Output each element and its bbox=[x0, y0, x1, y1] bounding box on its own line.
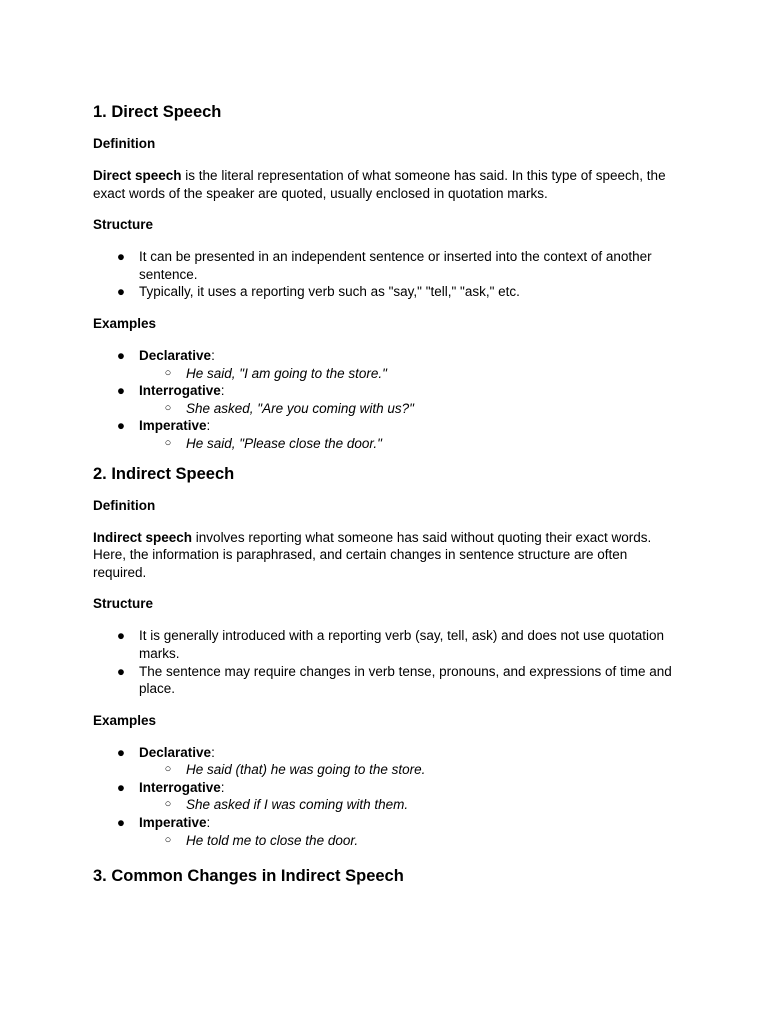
list-item bbox=[93, 814, 683, 849]
example-type: Declarative bbox=[139, 347, 212, 363]
example-text: She asked if I was coming with them. bbox=[186, 797, 409, 813]
sub-list bbox=[139, 832, 683, 850]
list-item bbox=[93, 347, 683, 382]
sub-list-item bbox=[139, 365, 683, 383]
section-2-definition-heading: Definition bbox=[93, 497, 156, 513]
example-type: Imperative bbox=[139, 815, 207, 831]
section-1-examples-heading: Examples bbox=[93, 315, 157, 331]
section-2-structure-list bbox=[93, 627, 683, 697]
section-1-definition-term: Direct speech bbox=[93, 168, 182, 183]
section-2-definition-body: involves reporting what someone has said without quoting their exact words. Here, the information is paraphrased, and certain changes in sentence structure are often required. bbox=[93, 529, 652, 580]
section-2-definition-term: Indirect speech bbox=[93, 529, 193, 545]
list-item bbox=[93, 283, 683, 301]
list-item bbox=[93, 248, 683, 283]
bullet-icon: ● bbox=[116, 663, 126, 679]
section-3-title: 3. Common Changes in Indirect Speech bbox=[93, 867, 404, 886]
circle-bullet-icon: ○ bbox=[164, 366, 172, 379]
section-1-structure-list bbox=[93, 248, 683, 301]
section-1-definition-body: is the literal representation of what someone has said. In this type of speech, the exact words of the speaker are quoted, usually enclosed in quotation marks. bbox=[93, 168, 666, 201]
example-text: He told me to close the door. bbox=[186, 832, 359, 848]
section-2-examples-heading: Examples bbox=[93, 712, 157, 728]
bullet-icon: ● bbox=[116, 628, 126, 644]
colon: : bbox=[206, 418, 211, 434]
section-2-title: 2. Indirect Speech bbox=[93, 464, 235, 483]
example-text: He said, "I am going to the store." bbox=[186, 365, 387, 381]
sub-list bbox=[139, 435, 683, 453]
sub-list-item bbox=[139, 400, 683, 418]
example-type: Imperative bbox=[139, 418, 207, 434]
colon: : bbox=[211, 744, 215, 760]
sub-list bbox=[139, 761, 683, 779]
sub-list-item bbox=[139, 761, 683, 779]
colon: : bbox=[220, 383, 225, 399]
list-item bbox=[93, 744, 683, 779]
section-1-structure-heading: Structure bbox=[93, 217, 154, 233]
sub-list-item bbox=[139, 435, 683, 453]
list-item bbox=[93, 663, 683, 698]
section-1-definition-text bbox=[93, 167, 683, 202]
list-item bbox=[93, 779, 683, 814]
section-2-examples-list bbox=[93, 744, 683, 850]
bullet-icon: ● bbox=[116, 284, 126, 300]
example-type: Declarative bbox=[139, 744, 212, 760]
section-1-definition-heading: Definition bbox=[93, 136, 156, 151]
list-item bbox=[93, 627, 683, 662]
section-1-examples-list bbox=[93, 347, 683, 453]
bullet-icon: ● bbox=[116, 347, 126, 363]
bullet-icon: ● bbox=[116, 744, 126, 760]
bullet-icon: ● bbox=[116, 418, 126, 434]
list-item-text: Typically, it uses a reporting verb such as "say," "tell," "ask," etc. bbox=[139, 284, 520, 300]
circle-bullet-icon: ○ bbox=[164, 763, 172, 776]
list-item bbox=[93, 382, 683, 417]
example-text: She asked, "Are you coming with us?" bbox=[186, 400, 414, 416]
example-text: He said (that) he was going to the store. bbox=[186, 762, 426, 778]
bullet-icon: ● bbox=[116, 779, 126, 795]
sub-list bbox=[139, 365, 683, 383]
bullet-icon: ● bbox=[116, 249, 126, 265]
list-item-text: The sentence may require changes in verb tense, pronouns, and expressions of time and place. bbox=[139, 663, 672, 697]
bullet-icon: ● bbox=[116, 383, 126, 399]
list-item-text: It can be presented in an independent sentence or inserted into the context of another sentence. bbox=[139, 249, 652, 282]
colon: : bbox=[206, 815, 211, 831]
sub-list bbox=[139, 796, 683, 814]
circle-bullet-icon: ○ bbox=[164, 401, 172, 414]
section-2-structure-heading: Structure bbox=[93, 596, 154, 612]
sub-list-item bbox=[139, 832, 683, 850]
colon: : bbox=[211, 347, 215, 363]
section-1-title: 1. Direct Speech bbox=[93, 103, 222, 121]
list-item-text: It is generally introduced with a reporting verb (say, tell, ask) and does not use quotation marks. bbox=[139, 628, 665, 661]
example-type: Interrogative bbox=[139, 779, 221, 795]
document-page bbox=[93, 101, 683, 887]
list-item bbox=[93, 417, 683, 452]
example-text: He said, "Please close the door." bbox=[186, 435, 382, 451]
bullet-icon: ● bbox=[116, 815, 126, 831]
colon: : bbox=[220, 779, 225, 795]
example-type: Interrogative bbox=[139, 383, 221, 399]
circle-bullet-icon: ○ bbox=[164, 436, 172, 449]
sub-list bbox=[139, 400, 683, 418]
circle-bullet-icon: ○ bbox=[164, 798, 172, 811]
circle-bullet-icon: ○ bbox=[164, 833, 172, 846]
section-2-definition-text bbox=[93, 529, 683, 582]
sub-list-item bbox=[139, 796, 683, 814]
